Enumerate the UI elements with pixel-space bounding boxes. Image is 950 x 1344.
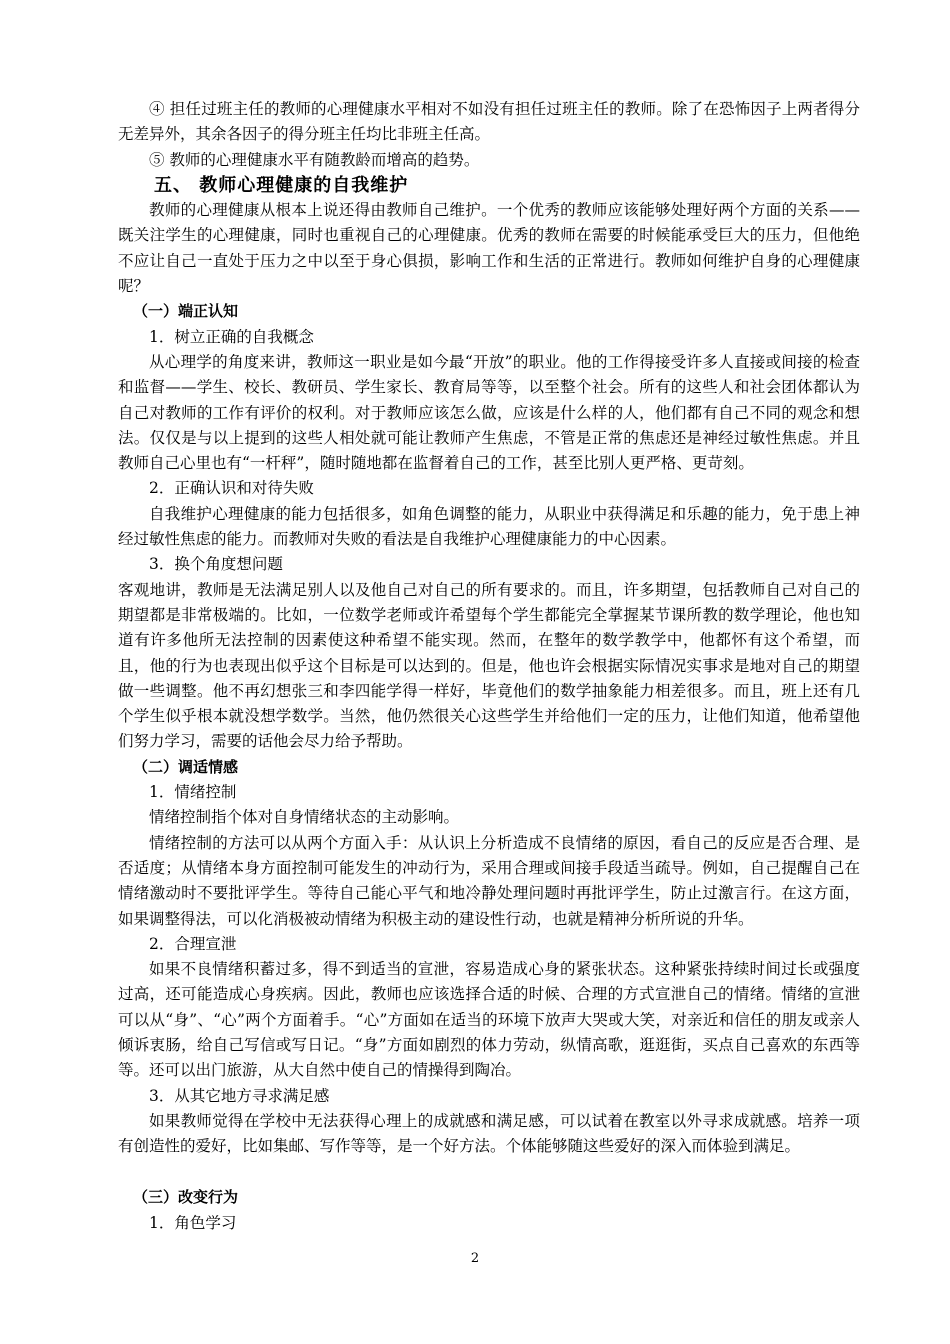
item-heading: 3．从其它地方寻求满足感	[149, 1086, 330, 1105]
body-paragraph: 情绪控制的方法可以从两个方面入手：从认识上分析造成不良情绪的原因，看自己的反应是否合理、是否适度；从情绪本身方面控制可能发生的冲动行为，采用合理或间接手段适当疏导。例如，自己提醒自己在情绪激动时不要批评学生。等待自己能心平气和地冷静处理问题时再批评学生，防止过激言行。在这方面，如果调整得法，可以化消极被动情绪为积极主动的建设性行动，也就是精神分析所说的升华。	[118, 833, 860, 928]
item-heading: 3．换个角度想问题	[149, 555, 283, 574]
body-paragraph: 如果教师觉得在学校中无法获得心理上的成就感和满足感，可以试着在教室以外寻求成就感。培养一项有创造性的爱好，比如集邮、写作等等，是一个好方法。个体能够随这些爱好的深入而体验到满足。	[118, 1111, 860, 1156]
document-body	[118, 97, 860, 1236]
subsection-heading: （二）调适情感	[133, 757, 239, 776]
item-heading: 1．树立正确的自我概念	[149, 327, 314, 346]
subsection-heading: （三）改变行为	[133, 1188, 239, 1207]
page-number: 2	[470, 1251, 480, 1266]
body-paragraph: 从心理学的角度来讲，教师这一职业是如今最“开放”的职业。他的工作得接受许多人直接或间接的检查和监督——学生、校长、教研员、学生家长、教育局等等，以至整个社会。所有的这些人和社会团体都认为自己对教师的工作有评价的权利。对于教师应该怎么做，应该是什么样的人，他们都有自己不同的观念和想法。仅仅是与以上提到的这些人相处就可能让教师产生焦虑，不管是正常的焦虑还是神经过敏性焦虑。并且教师自己心里也有“一杆秤”，随时随地都在监督着自己的工作，甚至比别人更严格、更苛刻。	[118, 352, 860, 473]
blank-line	[118, 1159, 860, 1185]
body-paragraph: 客观地讲，教师是无法满足别人以及他自己对自己的所有要求的。而且，许多期望，包括教师自己对自己的期望都是非常极端的。比如，一位数学老师或许希望每个学生都能完全掌握某节课所教的数学理论，他也知道有许多他所无法控制的因素使这种希望不能实现。然而，在整年的数学教学中，他都怀有这个希望，而且，他的行为也表现出似乎这个目标是可以达到的。但是，他也许会根据实际情况实事求是地对自己的期望做一些调整。他不再幻想张三和李四能学得一样好，毕竟他们的数学抽象能力相差很多。而且，班上还有几个学生似乎根本就没想学数学。当然，他仍然很关心这些学生并给他们一定的压力，让他们知道，他希望他们努力学习，需要的话他会尽力给予帮助。	[118, 580, 860, 751]
item-heading: 1．情绪控制	[149, 783, 237, 802]
subsection-heading: （一）端正认知	[133, 302, 239, 321]
body-paragraph: 自我维护心理健康的能力包括很多，如角色调整的能力，从职业中获得满足和乐趣的能力，免于患上神经过敏性焦虑的能力。而教师对失败的看法是自我维护心理健康能力的中心因素。	[118, 504, 860, 549]
list-item-5: ⑤ 教师的心理健康水平有随教龄而增高的趋势。	[149, 150, 480, 169]
body-paragraph: 如果不良情绪积蓄过多，得不到适当的宣泄，容易造成心身的紧张状态。这种紧张持续时间过长或强度过高，还可能造成心身疾病。因此，教师也应该选择合适的时候、合理的方式宣泄自己的情绪。情绪的宣泄可以从“身”、“心”两个方面着手。“心”方面如在适当的环境下放声大哭或大笑，对亲近和信任的朋友或亲人倾诉衷肠，给自己写信或写日记。“身”方面如剧烈的体力劳动，纵情高歌，逛逛街，买点自己喜欢的东西等等。还可以出门旅游，从大自然中使自己的情操得到陶冶。	[118, 960, 860, 1080]
body-paragraph: 情绪控制指个体对自身情绪状态的主动影响。	[149, 808, 460, 827]
section-heading: 五、 教师心理健康的自我维护	[154, 174, 409, 196]
item-heading: 1．角色学习	[149, 1213, 237, 1232]
item-heading: 2．正确认识和对待失败	[149, 479, 314, 498]
list-item-4: ④ 担任过班主任的教师的心理健康水平相对不如没有担任过班主任的教师。除了在恐怖因子上两者得分无差异外，其余各因子的得分班主任均比非班主任高。	[118, 100, 860, 144]
item-heading: 2．合理宣泄	[149, 934, 237, 953]
body-paragraph: 教师的心理健康从根本上说还得由教师自己维护。一个优秀的教师应该能够处理好两个方面的关系——既关注学生的心理健康，同时也重视自己的心理健康。优秀的教师在需要的时候能承受巨大的压力，但他绝不应让自己一直处于压力之中以至于身心俱损，影响工作和生活的正常进行。教师如何维护自身的心理健康呢？	[118, 201, 860, 296]
